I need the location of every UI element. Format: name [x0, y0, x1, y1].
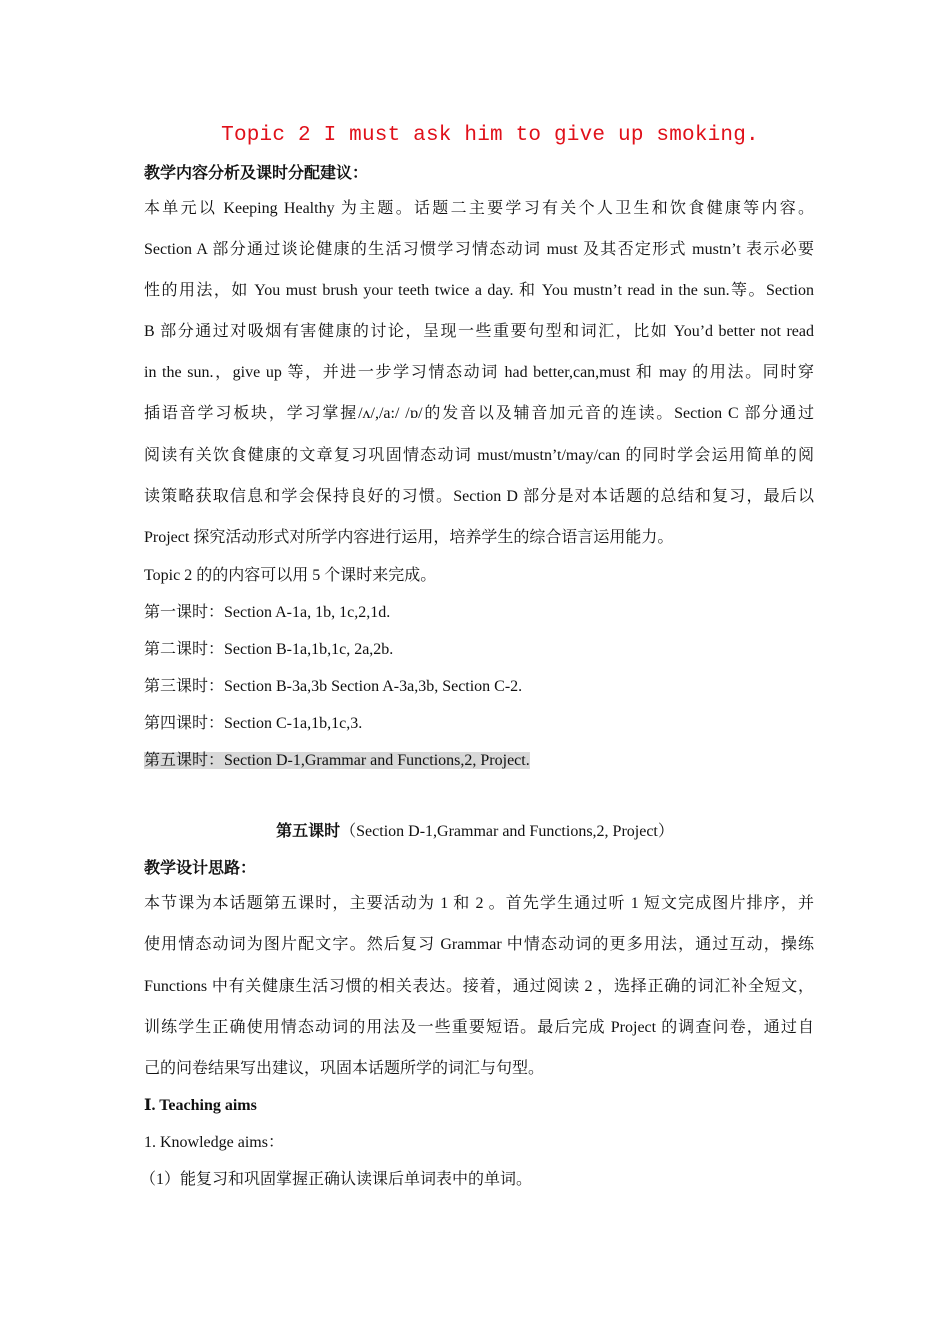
period-item: 第三课时：Section B-3a,3b Section A-3a,3b, Section C-2.	[144, 678, 523, 695]
analysis-line: Section A 部分通过谈论健康的生活习惯学习情态动词 must 及其否定形式 mustn’t 表示必要	[144, 241, 814, 258]
analysis-line: Project 探究活动形式对所学内容进行运用，培养学生的综合语言运用能力。	[144, 529, 674, 546]
analysis-line: 插语音学习板块，学习掌握/ʌ/,/a:/ /ɒ/的发音以及辅音加元音的连读。Section C 部分通过	[144, 405, 814, 422]
analysis-line: 阅读有关饮食健康的文章复习巩固情态动词 must/mustn’t/may/can 的同时学会运用简单的阅	[144, 447, 814, 464]
highlighted-period-text: 第五课时：Section D-1,Grammar and Functions,2, Project.	[144, 752, 530, 769]
analysis-line: in the sun.，give up 等，并进一步学习情态动词 had better,can,must 和 may 的用法。同时穿	[144, 364, 814, 381]
period-item-highlighted	[144, 751, 814, 771]
teaching-aims-heading: Ⅰ. Teaching aims	[144, 1097, 257, 1114]
analysis-line: 本单元以 Keeping Healthy 为主题。话题二主要学习有关个人卫生和饮食健康等内容。	[144, 200, 814, 217]
knowledge-aim-item: （1）能复习和巩固掌握正确认读课后单词表中的单词。	[140, 1171, 533, 1188]
period-item: 第一课时：Section A-1a, 1b, 1c,2,1d.	[144, 604, 391, 621]
analysis-line: B 部分通过对吸烟有害健康的讨论，呈现一些重要句型和词汇，比如 You’d better not read	[144, 323, 814, 340]
design-heading: 教学设计思路：	[144, 860, 257, 877]
design-line: 己的问卷结果写出建议，巩固本话题所学的词汇与句型。	[144, 1060, 545, 1077]
analysis-line: 读策略获取信息和学会保持良好的习惯。Section D 部分是对本话题的总结和复习，最后以	[144, 488, 814, 505]
lesson-title	[0, 822, 950, 842]
design-line: 本节课为本话题第五课时，主要活动为 1 和 2 。首先学生通过听 1 短文完成图片排序，并	[144, 895, 814, 912]
page-title: Topic 2 I must ask him to give up smoking.	[221, 124, 759, 147]
design-line: Functions 中有关健康生活习惯的相关表达。接着，通过阅读 2 ，选择正确的词汇补全短文，	[144, 978, 814, 995]
lesson-title-suffix: （Section D-1,Grammar and Functions,2, Project）	[340, 823, 674, 840]
design-line: 使用情态动词为图片配文字。然后复习 Grammar 中情态动词的更多用法，通过互动，操练	[144, 936, 814, 953]
lesson-title-prefix: 第五课时	[276, 823, 341, 840]
period-item: 第二课时：Section B-1a,1b,1c, 2a,2b.	[144, 641, 394, 658]
analysis-heading: 教学内容分析及课时分配建议：	[144, 165, 369, 182]
periods-intro: Topic 2 的的内容可以用 5 个课时来完成。	[144, 567, 437, 584]
analysis-line: 性的用法，如 You must brush your teeth twice a day. 和 You mustn’t read in the sun.等。Section	[144, 282, 814, 299]
period-item: 第四课时：Section C-1a,1b,1c,3.	[144, 715, 363, 732]
design-line: 训练学生正确使用情态动词的用法及一些重要短语。最后完成 Project 的调查问卷，通过自	[144, 1019, 814, 1036]
knowledge-aims-heading: 1. Knowledge aims：	[144, 1134, 284, 1151]
